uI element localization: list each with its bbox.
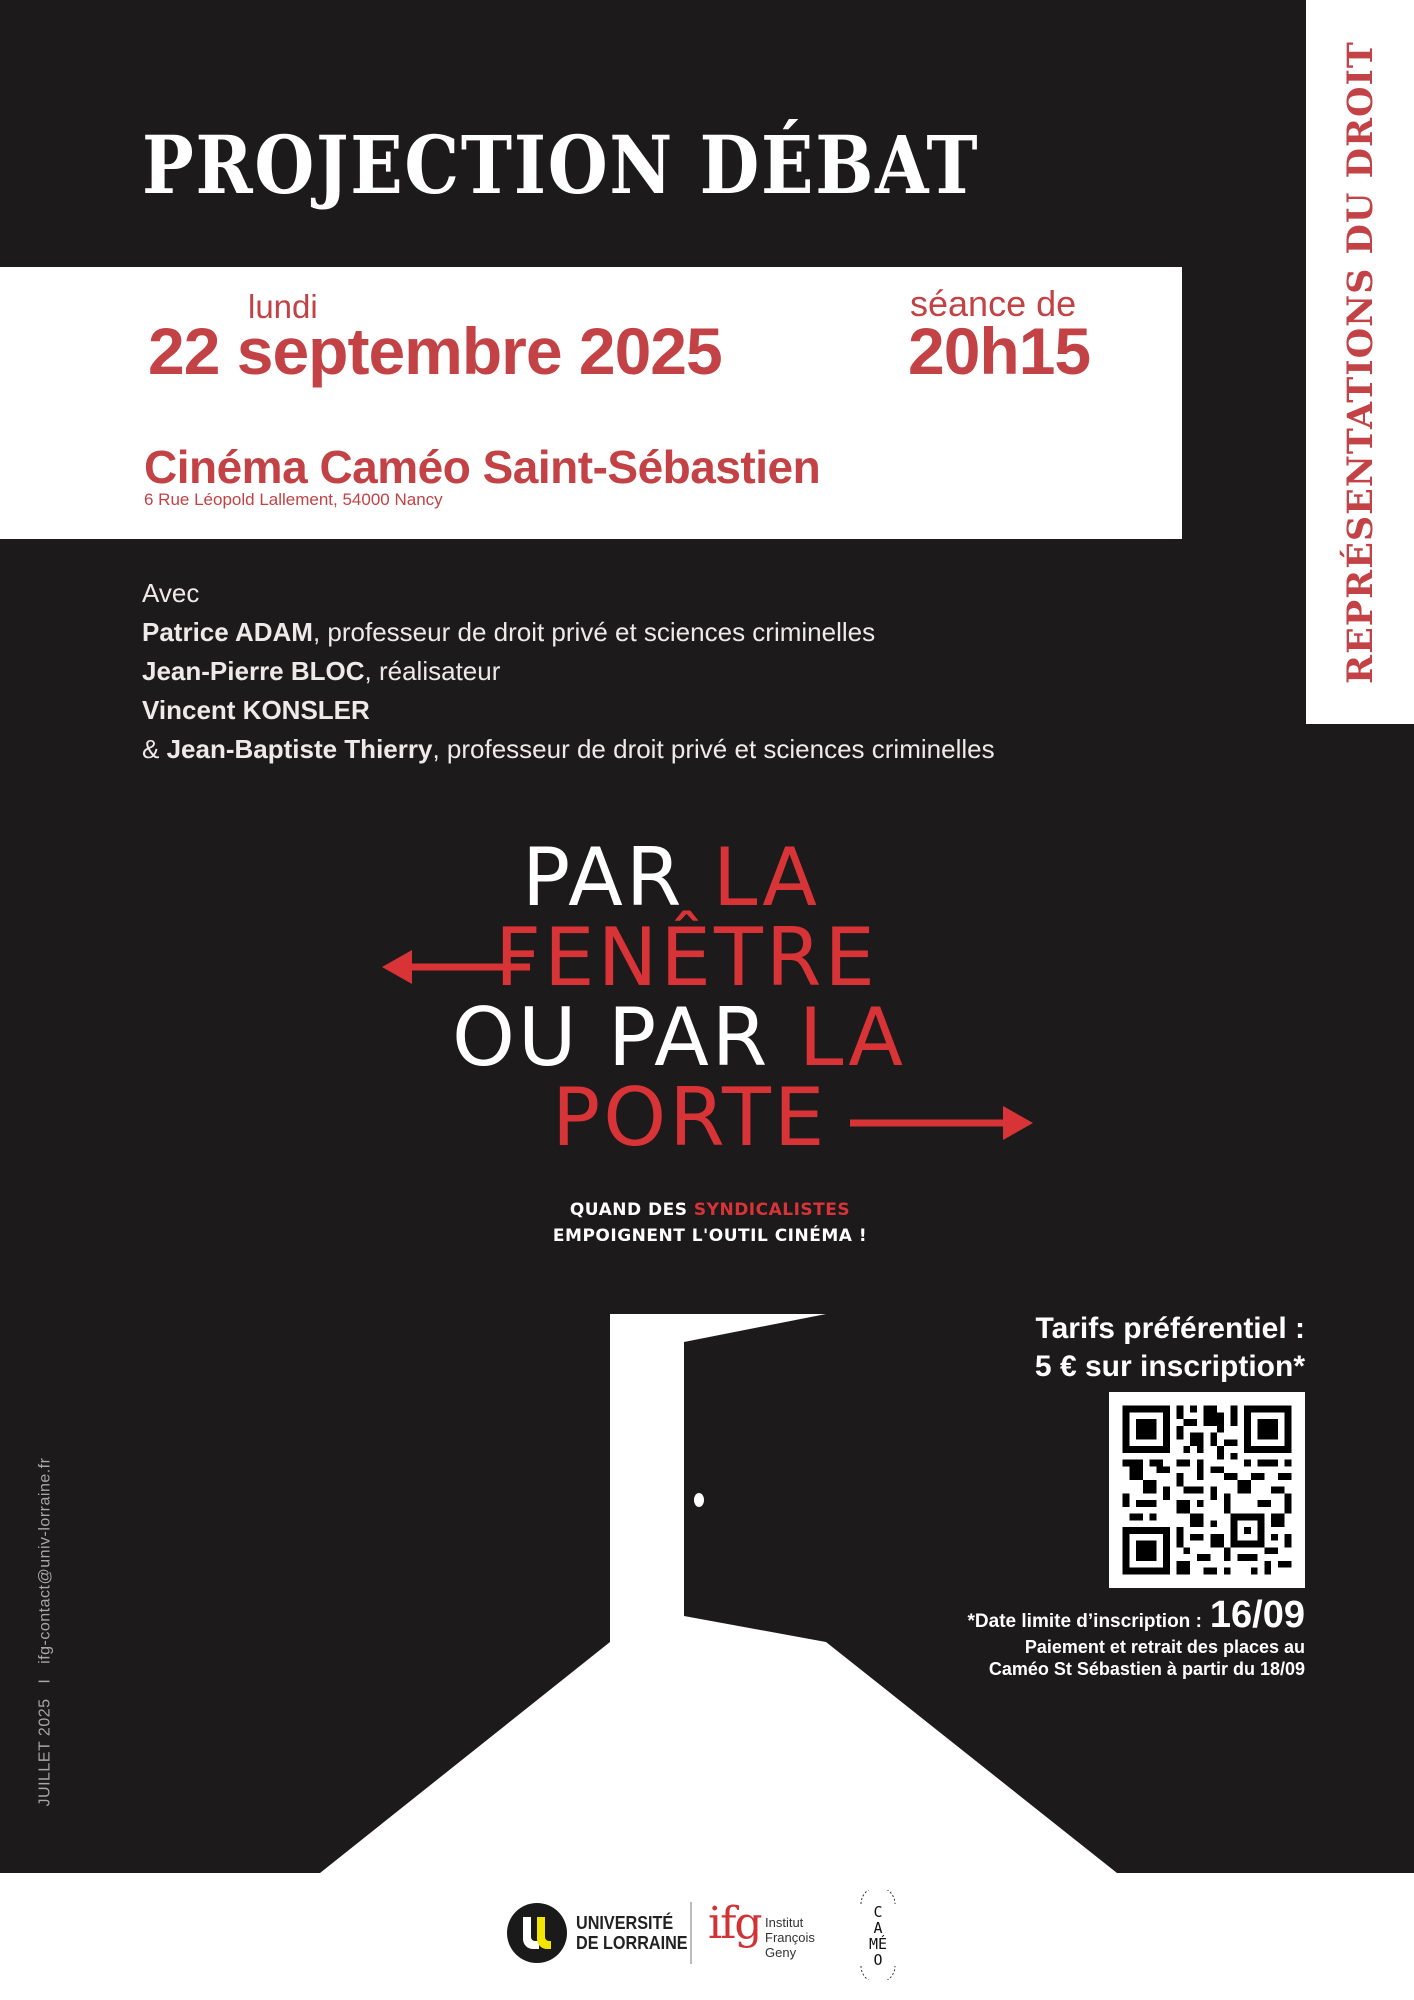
speaker-name: Jean-Pierre BLOC — [142, 656, 365, 686]
speaker-role: , réalisateur — [364, 656, 501, 686]
pricing-line-1: Tarifs préférentiel : — [1035, 1312, 1305, 1345]
session-label: séance de — [910, 283, 1077, 324]
door-knob — [694, 1493, 704, 1507]
speaker-name: Vincent KONSLER — [142, 695, 370, 725]
tagline-line-2: EMPOIGNENT L'OUTIL CINÉMA ! — [552, 1226, 868, 1246]
contact-text: JUILLET 2025 I ifg-contact@univ-lorraine.fr — [36, 1457, 54, 1807]
ifg-line-3: Geny — [765, 1945, 797, 1960]
qr-code-icon[interactable] — [1109, 1392, 1305, 1588]
film-tagline — [540, 1197, 880, 1249]
speaker-name: Jean-Baptiste Thierry — [166, 734, 433, 764]
film-title-red: LA — [712, 831, 821, 924]
speakers-intro: Avec — [142, 578, 200, 608]
page-title: PROJECTION DÉBAT — [142, 118, 980, 212]
film-title-red: FENÊTRE — [495, 911, 878, 1004]
universite-lorraine-name — [576, 1913, 688, 1953]
contact-vertical — [30, 1412, 60, 1852]
deadline-value: 16/09 — [1209, 1594, 1305, 1636]
tagline-white: QUAND DES — [569, 1200, 694, 1220]
cameo-letter: C — [873, 1903, 883, 1921]
deadline-label: *Date limite d’inscription : — [967, 1611, 1202, 1632]
cameo-letter: MÉ — [868, 1935, 888, 1953]
door-panel — [684, 1314, 826, 1642]
film-title-red: LA — [798, 991, 906, 1084]
payment-info — [989, 1636, 1305, 1680]
tagline-red: SYNDICALISTES — [693, 1200, 851, 1220]
arrow-left-icon — [382, 950, 412, 984]
film-title-red: PORTE — [552, 1071, 828, 1164]
payment-line-1: Paiement et retrait des places au — [1024, 1637, 1305, 1657]
film-title-line-2 — [495, 911, 878, 1004]
speaker-prefix: & — [142, 734, 167, 764]
series-label: REPRÉSENTATIONS DU DROIT — [1339, 40, 1381, 684]
event-time: 20h15 — [908, 314, 1091, 388]
payment-line-2: Caméo St Sébastien à partir du 18/09 — [988, 1659, 1305, 1679]
logo-divider — [690, 1902, 692, 1964]
speaker-role: , professeur de droit privé et sciences criminelles — [432, 734, 995, 764]
registration-deadline — [968, 1594, 1305, 1637]
arrow-right-icon — [1003, 1106, 1033, 1140]
event-date: 22 septembre 2025 — [148, 314, 722, 388]
film-title-line-4 — [552, 1071, 828, 1164]
cameo-letters — [853, 1904, 903, 1968]
film-title-line-3 — [452, 991, 906, 1084]
film-title-white: OU PAR — [452, 991, 799, 1084]
ifg-line-2: François — [765, 1930, 815, 1945]
cameo-letter: A — [873, 1919, 883, 1937]
venue-name: Cinéma Caméo Saint-Sébastien — [144, 441, 821, 493]
partner-logos — [0, 1873, 1414, 2000]
cameo-letter: O — [873, 1951, 883, 1969]
film-title-line-1 — [522, 831, 821, 924]
venue-address: 6 Rue Léopold Lallement, 54000 Nancy — [144, 490, 443, 509]
film-title-white: PAR — [522, 831, 713, 924]
pricing-line-2: 5 € sur inscription* — [1034, 1350, 1305, 1383]
universite-lorraine-logo-icon — [507, 1903, 567, 1963]
ifg-name — [765, 1915, 815, 1960]
ul-line-2: DE LORRAINE — [576, 1933, 688, 1953]
day-name: lundi — [248, 288, 318, 325]
speaker-name: Patrice ADAM — [142, 617, 313, 647]
cameo-logo — [853, 1890, 903, 1980]
ifg-line-1: Institut — [765, 1915, 804, 1930]
ul-line-1: UNIVERSITÉ — [576, 1913, 674, 1933]
speaker-role: , professeur de droit privé et sciences criminelles — [312, 617, 876, 647]
ifg-logo-mark: ifg — [708, 1898, 761, 1949]
pricing-block — [1035, 1310, 1305, 1386]
